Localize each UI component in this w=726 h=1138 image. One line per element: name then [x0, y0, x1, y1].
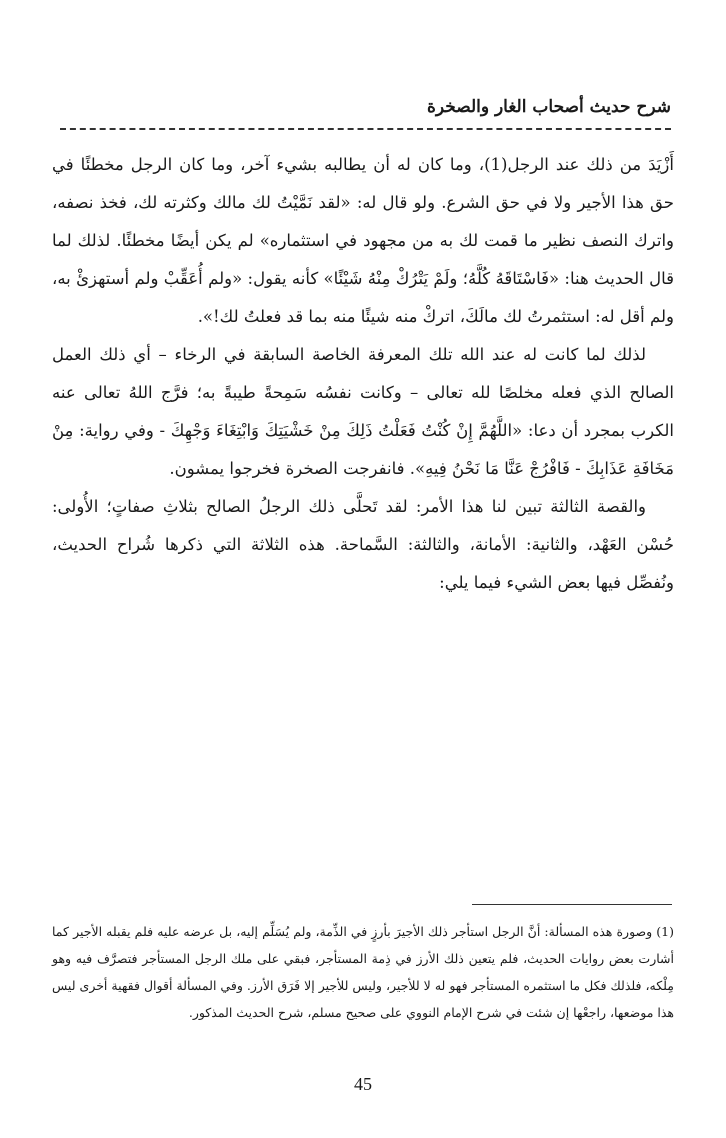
- running-header: [60, 92, 671, 122]
- footnote-divider: [472, 904, 672, 905]
- header-divider: [60, 128, 671, 130]
- paragraph: والقصة الثالثة تبين لنا هذا الأمر: لقد تَحلَّى ذلك الرجلُ الصالح بثلاثِ صفاتٍ؛ الأُولى: حُسْن العَهْد، والثانية: الأمانة، والثالثة: السَّماحة. هذه الثلاثة التي ذكرها شُراح الحديث، ونُفصِّل فيها بعض الشيء فيما يلي:: [52, 497, 674, 592]
- running-header-title: شرح حديث أصحاب الغار والصخرة: [426, 97, 671, 117]
- page-number: 45: [354, 1074, 372, 1094]
- footnote: (1) وصورة هذه المسألة: أنَّ الرجل استأجر ذلك الأجيرَ بأرزٍ في الذِّمة، ولم يُسَلِّم إليه، بل عرضه عليه فلم يقبله الأجير كما أشارت بعض روايات الحديث، فلم يتعين ذلك الأرز في ذِمة المستأجر، فبقي على ملك الرجل المستأجر فتصرَّف فيه وهو مِلْكه، فلذلك فكل ما استثمره المستأجر فهو له لا للأجير، وليس للأجير إلا فَرَق الأرز. وفي المسألة أقوال فقهية أخرى ليس هذا موضعها، راجعْها إن شئت في شرح الإمام النووي على صحيح مسلم، شرح الحديث المذكور.: [52, 924, 674, 1020]
- paragraph: أَزْيَدَ من ذلك عند الرجل(1)، وما كان له أن يطالبه بشيء آخر، وما كان الرجل مخطئًا في حق هذا الأجير ولا في حق الشرع. ولو قال له: «لقد نَمَّيْتُ لك مالك وكثرته لك، فخذ نصفه، واترك النصف نظير ما قمت لك به من مجهود في استثماره» لم يكن أيضًا مخطئًا. لذلك لما قال الحديث هنا: «فَاسْتَاقَهُ كُلَّهُ؛ ولَمْ يَتْرُكْ مِنْهُ شَيْئًا» كأنه يقول: «ولم أُعَقِّبْ ولم أستهزئْ به، ولم أقل له: استثمرتُ لك مالَكَ، اتركْ منه شيئًا منه بما قد فعلتُ لك!».: [52, 155, 674, 326]
- paragraph: لذلك لما كانت له عند الله تلك المعرفة الخاصة السابقة في الرخاء – أي ذلك العمل الصالح الذي فعله مخلصًا لله تعالى – وكانت نفسُه سَمِحةً طيبةً به؛ فرَّج اللهُ تعالى عنه الكرب بمجرد أن دعا: «اللَّهُمَّ إِنْ كُنْتُ فَعَلْتُ ذَلِكَ مِنْ خَشْيَتِكَ وَابْتِغَاءَ وَجْهِكَ - وفي رواية: مِنْ مَخَافَةِ عَذَابِكَ - فَافْرُجْ عَنَّا مَا نَحْنُ فِيهِ». فانفرجت الصخرة فخرجوا يمشون.: [52, 345, 674, 478]
- footnotes: [52, 918, 674, 1026]
- main-text: [52, 146, 674, 602]
